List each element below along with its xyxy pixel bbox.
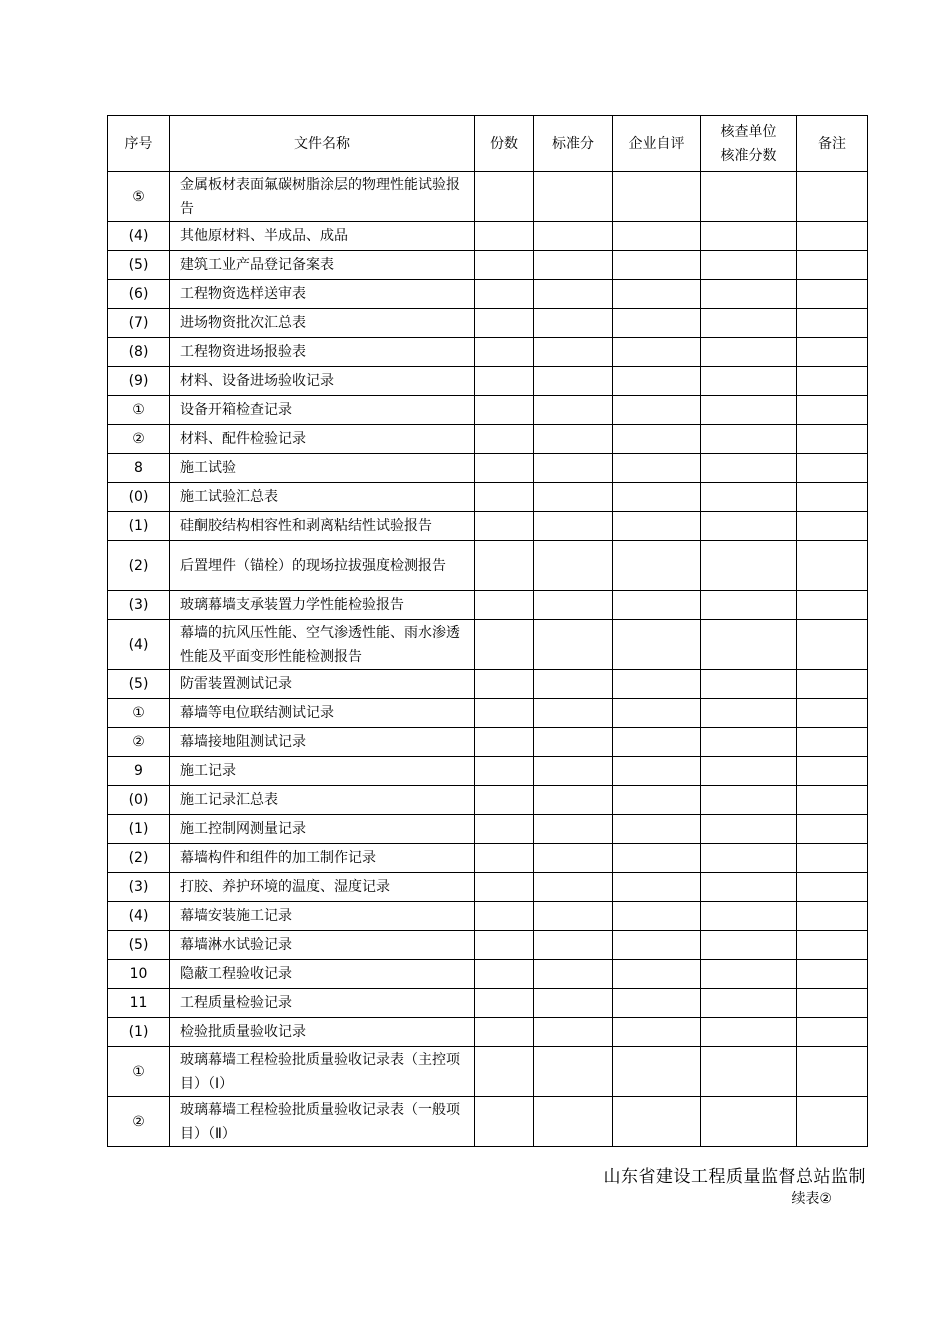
row-standard-cell bbox=[534, 338, 613, 367]
table-row bbox=[108, 222, 868, 251]
row-file-name: 幕墙接地阻测试记录 bbox=[170, 728, 475, 757]
table-row bbox=[108, 757, 868, 786]
row-check-score-cell bbox=[701, 338, 797, 367]
row-standard-cell bbox=[534, 844, 613, 873]
row-standard-cell bbox=[534, 591, 613, 620]
row-copies-cell bbox=[475, 1018, 534, 1047]
row-standard-cell bbox=[534, 815, 613, 844]
table-row bbox=[108, 1097, 868, 1147]
row-standard-cell bbox=[534, 454, 613, 483]
row-copies-cell bbox=[475, 280, 534, 309]
row-remark-cell bbox=[797, 699, 868, 728]
row-check-score-cell bbox=[701, 280, 797, 309]
row-remark-cell bbox=[797, 222, 868, 251]
row-seq: 8 bbox=[108, 454, 170, 483]
row-copies-cell bbox=[475, 699, 534, 728]
table-row bbox=[108, 512, 868, 541]
table-row bbox=[108, 591, 868, 620]
row-copies-cell bbox=[475, 960, 534, 989]
table-row bbox=[108, 172, 868, 222]
row-self-eval-cell bbox=[613, 844, 701, 873]
header-remark: 备注 bbox=[797, 116, 868, 172]
row-self-eval-cell bbox=[613, 670, 701, 699]
row-seq: (4) bbox=[108, 222, 170, 251]
row-remark-cell bbox=[797, 757, 868, 786]
row-remark-cell bbox=[797, 251, 868, 280]
table-body bbox=[108, 172, 868, 1147]
row-remark-cell bbox=[797, 902, 868, 931]
row-check-score-cell bbox=[701, 699, 797, 728]
header-row bbox=[108, 116, 868, 172]
header-self-eval: 企业自评 bbox=[613, 116, 701, 172]
row-seq: (5) bbox=[108, 670, 170, 699]
row-file-name: 材料、设备进场验收记录 bbox=[170, 367, 475, 396]
row-file-name: 防雷装置测试记录 bbox=[170, 670, 475, 699]
table-row bbox=[108, 483, 868, 512]
row-remark-cell bbox=[797, 512, 868, 541]
header-name: 文件名称 bbox=[170, 116, 475, 172]
row-self-eval-cell bbox=[613, 251, 701, 280]
row-standard-cell bbox=[534, 280, 613, 309]
row-seq: ② bbox=[108, 728, 170, 757]
row-seq: (8) bbox=[108, 338, 170, 367]
row-remark-cell bbox=[797, 728, 868, 757]
row-copies-cell bbox=[475, 620, 534, 670]
row-self-eval-cell bbox=[613, 454, 701, 483]
table-row bbox=[108, 280, 868, 309]
table-row bbox=[108, 931, 868, 960]
header-check-score bbox=[701, 116, 797, 172]
table-row bbox=[108, 1047, 868, 1097]
row-file-name: 施工记录 bbox=[170, 757, 475, 786]
row-seq: (5) bbox=[108, 251, 170, 280]
row-check-score-cell bbox=[701, 1047, 797, 1097]
row-check-score-cell bbox=[701, 251, 797, 280]
row-copies-cell bbox=[475, 425, 534, 454]
footer-continued: 续表② bbox=[791, 1191, 832, 1207]
row-seq: (4) bbox=[108, 902, 170, 931]
row-check-score-cell bbox=[701, 931, 797, 960]
row-seq: ① bbox=[108, 1047, 170, 1097]
row-seq: (1) bbox=[108, 1018, 170, 1047]
row-file-name: 工程物资进场报验表 bbox=[170, 338, 475, 367]
row-self-eval-cell bbox=[613, 902, 701, 931]
row-file-name: 施工试验汇总表 bbox=[170, 483, 475, 512]
row-remark-cell bbox=[797, 960, 868, 989]
row-remark-cell bbox=[797, 454, 868, 483]
table-row bbox=[108, 699, 868, 728]
row-standard-cell bbox=[534, 873, 613, 902]
row-self-eval-cell bbox=[613, 483, 701, 512]
row-file-name: 施工控制网测量记录 bbox=[170, 815, 475, 844]
row-copies-cell bbox=[475, 309, 534, 338]
table-row bbox=[108, 620, 868, 670]
row-copies-cell bbox=[475, 512, 534, 541]
table-row bbox=[108, 844, 868, 873]
row-copies-cell bbox=[475, 670, 534, 699]
row-self-eval-cell bbox=[613, 222, 701, 251]
row-self-eval-cell bbox=[613, 873, 701, 902]
row-file-name: 幕墙安装施工记录 bbox=[170, 902, 475, 931]
row-remark-cell bbox=[797, 309, 868, 338]
row-remark-cell bbox=[797, 931, 868, 960]
row-seq: (0) bbox=[108, 786, 170, 815]
row-standard-cell bbox=[534, 425, 613, 454]
row-check-score-cell bbox=[701, 902, 797, 931]
row-standard-cell bbox=[534, 728, 613, 757]
table-row bbox=[108, 873, 868, 902]
row-standard-cell bbox=[534, 931, 613, 960]
row-copies-cell bbox=[475, 1097, 534, 1147]
row-copies-cell bbox=[475, 1047, 534, 1097]
row-copies-cell bbox=[475, 172, 534, 222]
row-self-eval-cell bbox=[613, 1097, 701, 1147]
row-standard-cell bbox=[534, 483, 613, 512]
row-standard-cell bbox=[534, 512, 613, 541]
row-standard-cell bbox=[534, 902, 613, 931]
row-standard-cell bbox=[534, 309, 613, 338]
table-row bbox=[108, 425, 868, 454]
row-standard-cell bbox=[534, 396, 613, 425]
row-self-eval-cell bbox=[613, 757, 701, 786]
row-copies-cell bbox=[475, 591, 534, 620]
row-standard-cell bbox=[534, 251, 613, 280]
row-check-score-cell bbox=[701, 483, 797, 512]
row-remark-cell bbox=[797, 1018, 868, 1047]
row-copies-cell bbox=[475, 483, 534, 512]
row-check-score-cell bbox=[701, 367, 797, 396]
row-seq: (9) bbox=[108, 367, 170, 396]
row-check-score-cell bbox=[701, 425, 797, 454]
row-copies-cell bbox=[475, 757, 534, 786]
row-file-name: 施工记录汇总表 bbox=[170, 786, 475, 815]
table-row bbox=[108, 367, 868, 396]
row-standard-cell bbox=[534, 367, 613, 396]
row-standard-cell bbox=[534, 222, 613, 251]
header-seq: 序号 bbox=[108, 116, 170, 172]
row-check-score-cell bbox=[701, 591, 797, 620]
row-seq: 11 bbox=[108, 989, 170, 1018]
row-self-eval-cell bbox=[613, 728, 701, 757]
row-check-score-cell bbox=[701, 1018, 797, 1047]
row-check-score-cell bbox=[701, 222, 797, 251]
row-copies-cell bbox=[475, 815, 534, 844]
row-file-name: 进场物资批次汇总表 bbox=[170, 309, 475, 338]
row-copies-cell bbox=[475, 786, 534, 815]
row-standard-cell bbox=[534, 960, 613, 989]
row-self-eval-cell bbox=[613, 512, 701, 541]
row-check-score-cell bbox=[701, 989, 797, 1018]
row-remark-cell bbox=[797, 873, 868, 902]
table-row bbox=[108, 1018, 868, 1047]
records-table bbox=[107, 115, 868, 1147]
row-remark-cell bbox=[797, 591, 868, 620]
header-check-line1: 核查单位 bbox=[720, 123, 777, 140]
row-seq: (7) bbox=[108, 309, 170, 338]
row-self-eval-cell bbox=[613, 699, 701, 728]
row-remark-cell bbox=[797, 989, 868, 1018]
table-row bbox=[108, 454, 868, 483]
header-copies: 份数 bbox=[475, 116, 534, 172]
row-seq: (3) bbox=[108, 591, 170, 620]
row-self-eval-cell bbox=[613, 989, 701, 1018]
row-copies-cell bbox=[475, 931, 534, 960]
row-file-name: 检验批质量验收记录 bbox=[170, 1018, 475, 1047]
row-self-eval-cell bbox=[613, 620, 701, 670]
row-standard-cell bbox=[534, 670, 613, 699]
row-remark-cell bbox=[797, 844, 868, 873]
row-check-score-cell bbox=[701, 1097, 797, 1147]
row-seq: ② bbox=[108, 425, 170, 454]
row-file-name: 幕墙等电位联结测试记录 bbox=[170, 699, 475, 728]
row-standard-cell bbox=[534, 1018, 613, 1047]
row-remark-cell bbox=[797, 172, 868, 222]
row-self-eval-cell bbox=[613, 309, 701, 338]
table-row bbox=[108, 786, 868, 815]
row-copies-cell bbox=[475, 222, 534, 251]
row-remark-cell bbox=[797, 280, 868, 309]
row-check-score-cell bbox=[701, 454, 797, 483]
row-seq: ⑤ bbox=[108, 172, 170, 222]
row-copies-cell bbox=[475, 454, 534, 483]
row-copies-cell bbox=[475, 338, 534, 367]
row-file-name: 幕墙的抗风压性能、空气渗透性能、雨水渗透性能及平面变形性能检测报告 bbox=[170, 620, 475, 670]
row-self-eval-cell bbox=[613, 541, 701, 591]
row-file-name: 后置埋件（锚栓）的现场拉拔强度检测报告 bbox=[170, 541, 475, 591]
row-check-score-cell bbox=[701, 873, 797, 902]
table-row bbox=[108, 728, 868, 757]
row-self-eval-cell bbox=[613, 786, 701, 815]
row-remark-cell bbox=[797, 815, 868, 844]
row-file-name: 材料、配件检验记录 bbox=[170, 425, 475, 454]
row-copies-cell bbox=[475, 844, 534, 873]
row-remark-cell bbox=[797, 367, 868, 396]
row-file-name: 设备开箱检查记录 bbox=[170, 396, 475, 425]
row-check-score-cell bbox=[701, 815, 797, 844]
row-seq: (1) bbox=[108, 512, 170, 541]
row-remark-cell bbox=[797, 1097, 868, 1147]
row-check-score-cell bbox=[701, 620, 797, 670]
row-check-score-cell bbox=[701, 757, 797, 786]
row-file-name: 其他原材料、半成品、成品 bbox=[170, 222, 475, 251]
row-seq: ① bbox=[108, 699, 170, 728]
row-check-score-cell bbox=[701, 172, 797, 222]
row-copies-cell bbox=[475, 541, 534, 591]
row-check-score-cell bbox=[701, 844, 797, 873]
row-seq: 10 bbox=[108, 960, 170, 989]
table-row bbox=[108, 960, 868, 989]
row-file-name: 玻璃幕墙工程检验批质量验收记录表（一般项目）（Ⅱ） bbox=[170, 1097, 475, 1147]
table-row bbox=[108, 309, 868, 338]
table-row bbox=[108, 541, 868, 591]
row-remark-cell bbox=[797, 670, 868, 699]
row-copies-cell bbox=[475, 367, 534, 396]
row-check-score-cell bbox=[701, 728, 797, 757]
row-file-name: 金属板材表面氟碳树脂涂层的物理性能试验报告 bbox=[170, 172, 475, 222]
row-self-eval-cell bbox=[613, 338, 701, 367]
row-check-score-cell bbox=[701, 786, 797, 815]
row-remark-cell bbox=[797, 786, 868, 815]
row-self-eval-cell bbox=[613, 396, 701, 425]
row-self-eval-cell bbox=[613, 1018, 701, 1047]
row-seq: (2) bbox=[108, 844, 170, 873]
row-file-name: 工程物资选样送审表 bbox=[170, 280, 475, 309]
row-standard-cell bbox=[534, 1097, 613, 1147]
row-check-score-cell bbox=[701, 512, 797, 541]
row-copies-cell bbox=[475, 251, 534, 280]
row-seq: (2) bbox=[108, 541, 170, 591]
row-remark-cell bbox=[797, 396, 868, 425]
row-seq: (1) bbox=[108, 815, 170, 844]
row-seq: (6) bbox=[108, 280, 170, 309]
row-check-score-cell bbox=[701, 309, 797, 338]
row-copies-cell bbox=[475, 873, 534, 902]
header-check-line2: 核准分数 bbox=[720, 147, 777, 164]
row-check-score-cell bbox=[701, 960, 797, 989]
header-standard: 标准分 bbox=[534, 116, 613, 172]
row-remark-cell bbox=[797, 483, 868, 512]
row-copies-cell bbox=[475, 728, 534, 757]
table-row bbox=[108, 670, 868, 699]
row-file-name: 幕墙淋水试验记录 bbox=[170, 931, 475, 960]
row-file-name: 施工试验 bbox=[170, 454, 475, 483]
row-seq: ① bbox=[108, 396, 170, 425]
table-row bbox=[108, 902, 868, 931]
row-check-score-cell bbox=[701, 541, 797, 591]
row-remark-cell bbox=[797, 425, 868, 454]
row-copies-cell bbox=[475, 989, 534, 1018]
row-check-score-cell bbox=[701, 396, 797, 425]
row-self-eval-cell bbox=[613, 425, 701, 454]
row-seq: (0) bbox=[108, 483, 170, 512]
row-remark-cell bbox=[797, 541, 868, 591]
row-file-name: 硅酮胶结构相容性和剥离粘结性试验报告 bbox=[170, 512, 475, 541]
table-row bbox=[108, 815, 868, 844]
row-self-eval-cell bbox=[613, 172, 701, 222]
row-standard-cell bbox=[534, 989, 613, 1018]
row-standard-cell bbox=[534, 1047, 613, 1097]
row-self-eval-cell bbox=[613, 960, 701, 989]
row-seq: (4) bbox=[108, 620, 170, 670]
row-self-eval-cell bbox=[613, 591, 701, 620]
row-standard-cell bbox=[534, 620, 613, 670]
footer-organization: 山东省建设工程质量监督总站监制 bbox=[603, 1167, 866, 1187]
row-self-eval-cell bbox=[613, 815, 701, 844]
row-standard-cell bbox=[534, 172, 613, 222]
row-copies-cell bbox=[475, 902, 534, 931]
table-row bbox=[108, 251, 868, 280]
row-remark-cell bbox=[797, 1047, 868, 1097]
row-file-name: 打胶、养护环境的温度、湿度记录 bbox=[170, 873, 475, 902]
row-seq: ② bbox=[108, 1097, 170, 1147]
row-self-eval-cell bbox=[613, 280, 701, 309]
row-standard-cell bbox=[534, 786, 613, 815]
table-row bbox=[108, 338, 868, 367]
row-standard-cell bbox=[534, 541, 613, 591]
row-file-name: 工程质量检验记录 bbox=[170, 989, 475, 1018]
row-file-name: 建筑工业产品登记备案表 bbox=[170, 251, 475, 280]
row-file-name: 幕墙构件和组件的加工制作记录 bbox=[170, 844, 475, 873]
table-row bbox=[108, 989, 868, 1018]
row-file-name: 玻璃幕墙支承装置力学性能检验报告 bbox=[170, 591, 475, 620]
row-check-score-cell bbox=[701, 670, 797, 699]
row-file-name: 隐蔽工程验收记录 bbox=[170, 960, 475, 989]
row-seq: 9 bbox=[108, 757, 170, 786]
row-seq: (3) bbox=[108, 873, 170, 902]
row-self-eval-cell bbox=[613, 1047, 701, 1097]
row-file-name: 玻璃幕墙工程检验批质量验收记录表（主控项目）（Ⅰ） bbox=[170, 1047, 475, 1097]
row-self-eval-cell bbox=[613, 931, 701, 960]
row-copies-cell bbox=[475, 396, 534, 425]
row-self-eval-cell bbox=[613, 367, 701, 396]
row-standard-cell bbox=[534, 699, 613, 728]
table-row bbox=[108, 396, 868, 425]
row-remark-cell bbox=[797, 620, 868, 670]
row-seq: (5) bbox=[108, 931, 170, 960]
row-standard-cell bbox=[534, 757, 613, 786]
row-remark-cell bbox=[797, 338, 868, 367]
